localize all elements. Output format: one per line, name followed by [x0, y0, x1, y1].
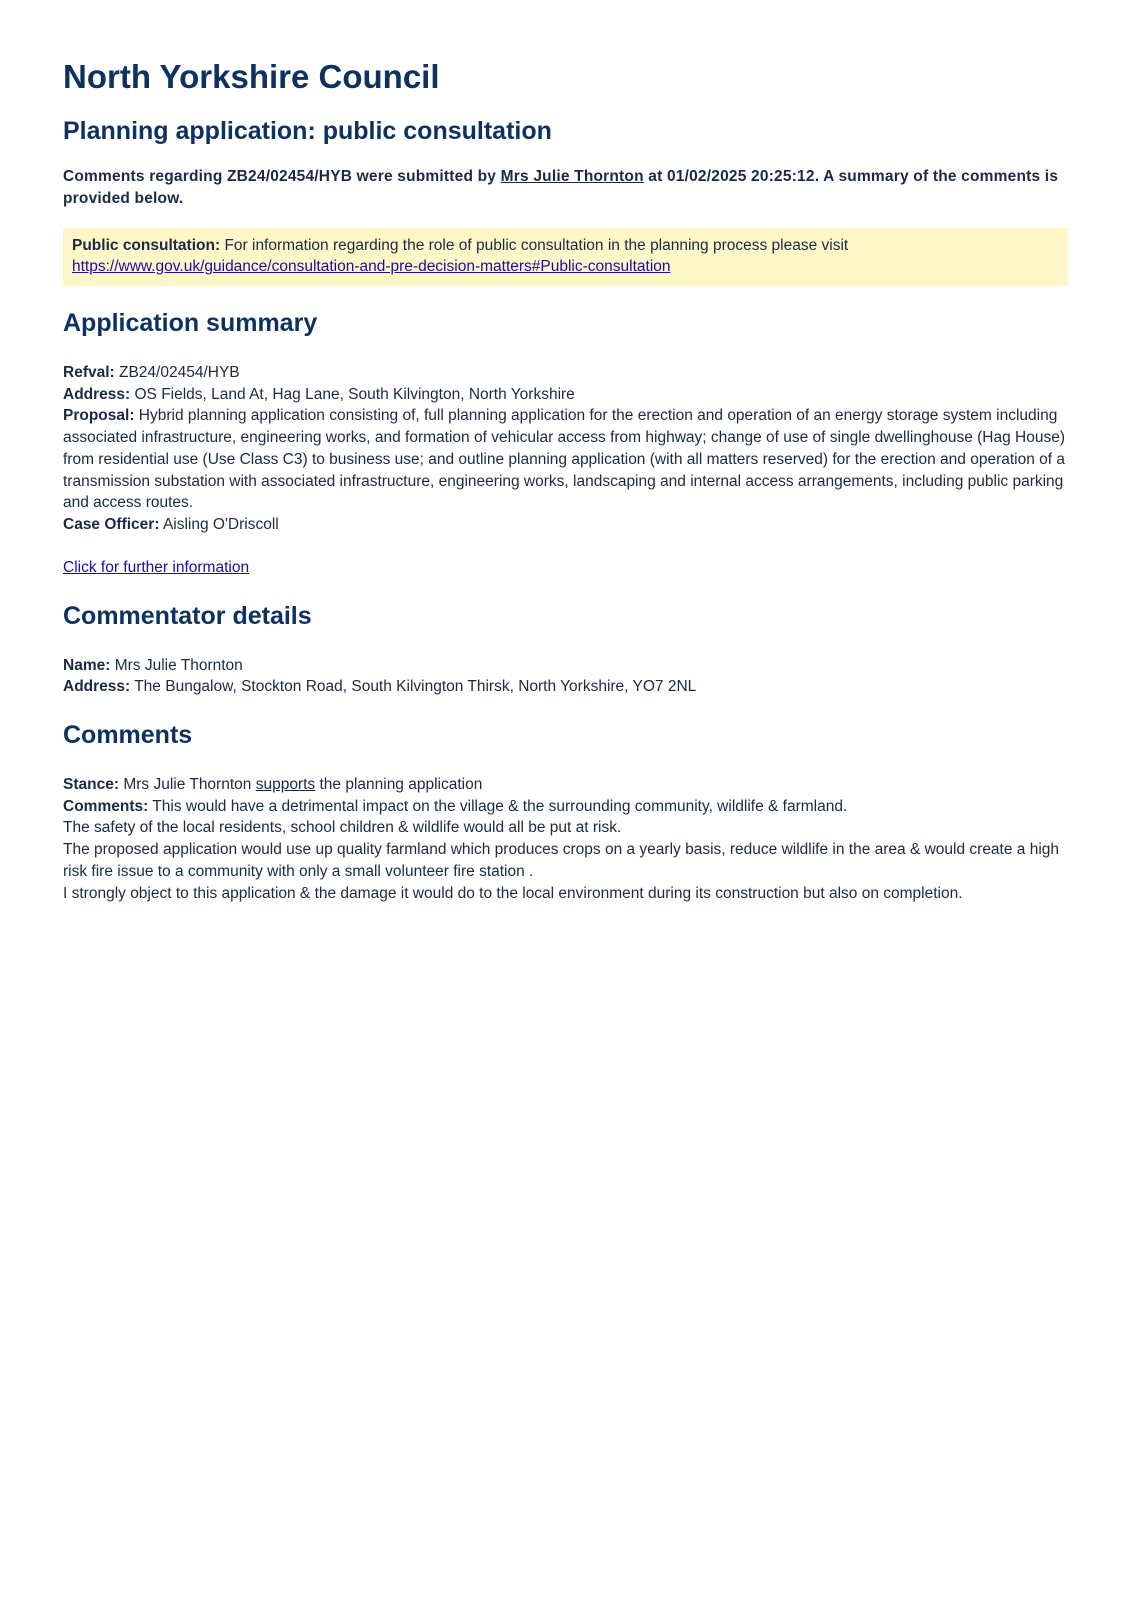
page-title: Planning application: public consultation [63, 117, 552, 145]
stance-suffix: the planning application [319, 776, 483, 794]
commentator-name-label: Name: [63, 656, 111, 674]
stance-row [63, 774, 1068, 796]
stance-word: supports [255, 776, 316, 794]
stance-label: Stance: [63, 776, 119, 794]
comment-line: The safety of the local residents, school children & wildlife would all be put at risk. [63, 819, 622, 837]
notice-label: Public consultation: [72, 237, 221, 254]
comment-line: The proposed application would use up quality farmland which produces crops on a yearly basis, reduce wildlife in the area & would create a high risk fire issue to a community with only a small volunteer fire station . [63, 841, 1060, 880]
stance-name: Mrs Julie Thornton [123, 776, 252, 794]
document-page [63, 52, 1068, 904]
commentator-address-label: Address: [63, 678, 131, 696]
case-officer-label: Case Officer: [63, 515, 160, 533]
proposal-row [63, 405, 1068, 514]
address-label: Address: [63, 385, 131, 403]
commentator-details-heading: Commentator details [63, 601, 312, 630]
comment-line: This would have a detrimental impact on the village & the surrounding community, wildlife & farmland. [152, 797, 848, 815]
public-consultation-notice [63, 228, 1068, 286]
intro-paragraph [63, 166, 1068, 210]
address-row [63, 384, 1068, 406]
notice-text: For information regarding the role of public consultation in the planning process please visit [224, 237, 849, 254]
comments-row [63, 796, 1068, 818]
address-value: OS Fields, Land At, Hag Lane, South Kilvington, North Yorkshire [134, 385, 575, 403]
comments-label: Comments: [63, 797, 149, 815]
refval-value: ZB24/02454/HYB [119, 364, 240, 381]
proposal-label: Proposal: [63, 407, 135, 425]
comments-heading: Comments [63, 721, 193, 750]
intro-suffix: at 01/02/2025 20:25:12. A summary of the comments is provided below. [63, 168, 1059, 207]
commentator-address-row [63, 676, 1068, 698]
commentator-details [63, 655, 1068, 698]
submitter-link[interactable]: Mrs Julie Thornton [500, 168, 644, 185]
comments-section [63, 774, 1068, 904]
application-summary-heading: Application summary [63, 309, 318, 337]
commentator-name-row [63, 655, 1068, 677]
commentator-address-value: The Bungalow, Stockton Road, South Kilvington Thirsk, North Yorkshire, YO7 2NL [134, 678, 697, 696]
case-officer-value: Aisling O'Driscoll [162, 515, 279, 533]
case-officer-row [63, 514, 1068, 536]
application-summary [63, 362, 1068, 536]
commentator-name-value: Mrs Julie Thornton [114, 656, 243, 674]
intro-prefix: Comments regarding ZB24/02454/HYB were submitted by [63, 168, 497, 185]
consultation-guidance-link[interactable]: https://www.gov.uk/guidance/consultation-and-pre-decision-matters#Public-consultation [72, 258, 671, 275]
refval-row [63, 362, 1068, 384]
comment-line: I strongly object to this application & the damage it would do to the local environment during its construction but also on completion. [63, 884, 963, 902]
further-info-link[interactable]: Click for further information [63, 558, 250, 576]
council-title: North Yorkshire Council [63, 58, 440, 95]
proposal-value: Hybrid planning application consisting of, full planning application for the erection and operation of an energy storage system including associated infrastructure, engineering works, and formation of vehicular access from highway; change of use of single dwellinghouse (Hag House) from residential use (Use Class C3) to business use; and outline planning application (with all matters reserved) for the erection and operation of a transmission substation with associated infrastructure, engineering works, landscaping and internal access arrangements, including public parking and access routes. [63, 407, 1066, 512]
refval-label: Refval: [63, 364, 115, 381]
further-info-row [63, 557, 1068, 579]
